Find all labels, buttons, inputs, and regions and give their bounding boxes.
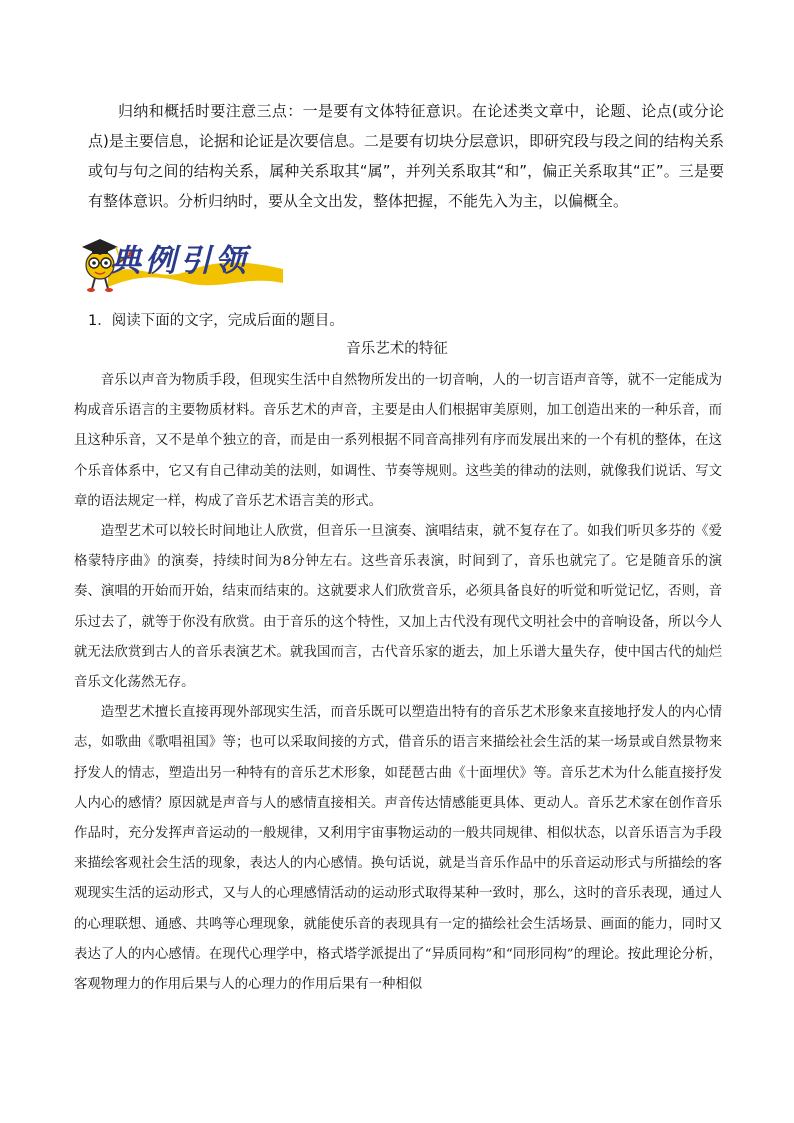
article-paragraph: 音乐以声音为物质手段，但现实生活中自然物所发出的一切音响，人的一切言语声音等，就不一定能成为构成音乐语言的主要物质材料。音乐艺术的声音，主要是由人们根据审美原则，加工创造出来的一种乐音，而且这种乐音，又不是单个独立的音，而是由一系列根据不同音高排列有序而发展出来的一个有机的整体，在这个乐音体系中，它又有自己律动美的法则，如调性、节奏等规则。这些美的律动的法则，就像我们说话、写文章的语法规定一样，构成了音乐艺术语言美的形式。: [74, 373, 722, 509]
article-paragraph: 造型艺术可以较长时间地让人欣赏，但音乐一旦演奏、演唱结束，就不复存在了。如我们听贝多芬的《爱格蒙特序曲》的演奏，持续时间为8分钟左右。这些音乐表演，时间到了，音乐也就完了。它是随音乐的演奏、演唱的开始而开始，结束而结束的。这就要求人们欣赏音乐，必须具备良好的听觉和听觉记忆，否则，音乐过去了，就等于你没有欣赏。由于音乐的这个特性，又加上古代没有现代文明社会中的音响设备，所以今人就无法欣赏到古人的音乐表演艺术。就我国而言，古代音乐家的逝去，加上乐谱大量失存，使中国古代的灿烂音乐文化荡然无存。: [74, 524, 722, 691]
article-paragraph: 造型艺术擅长直接再现外部现实生活，而音乐既可以塑造出特有的音乐艺术形象来直接地抒发人的内心情志，如歌曲《歌唱祖国》等；也可以采取间接的方式，借音乐的语言来描绘社会生活的某一场景或自然景物来抒发人的情志，塑造出另一种特有的音乐艺术形象，如琵琶古曲《十面埋伏》等。音乐艺术为什么能直接抒发人内心的感情？原因就是声音与人的感情直接相关。声音传达情感能更具体、更动人。音乐艺术家在创作音乐作品时，充分发挥声音运动的一般规律，又利用宇宙事物运动的一般共同规律、相似状态，以音乐语言为手段来描绘客观社会生活的现象，表达人的内心感情。换句话说，就是当音乐作品中的乐音运动形式与所描绘的客观现实生活的运动形式，又与人的心理感情活动的运动形式取得某种一致时，那么，这时的音乐表现，通过人的心理联想、通感、共鸣等心理现象，就能使乐音的表现具有一定的描绘社会生活场景、画面的能力，同时又表达了人的内心感情。在现代心理学中，格式塔学派提出了“异质同构”和“同形同构”的理论。按此理论分析，客观物理力的作用后果与人的心理力的作用后果有一种相似: [74, 705, 722, 993]
question-stem: 1．阅读下面的文字，完成后面的题目。: [88, 313, 344, 329]
article-title: 音乐艺术的特征: [346, 341, 448, 357]
section-banner-title: 典例引领: [110, 243, 250, 279]
intro-section: [88, 96, 724, 216]
article-body: [74, 366, 722, 1000]
intro-paragraph: 归纳和概括时要注意三点：一是要有文体特征意识。在论述类文章中，论题、论点(或分论点)是主要信息，论据和论证是次要信息。二是要有切块分层意识，即研究段与段之间的结构关系或句与句之间的结构关系，属种关系取其“属”，并列关系取其“和”，偏正关系取其“正”。三是要有整体意识。分析归纳时，要从全文出发，整体把握，不能先入为主，以偏概全。: [88, 102, 724, 210]
